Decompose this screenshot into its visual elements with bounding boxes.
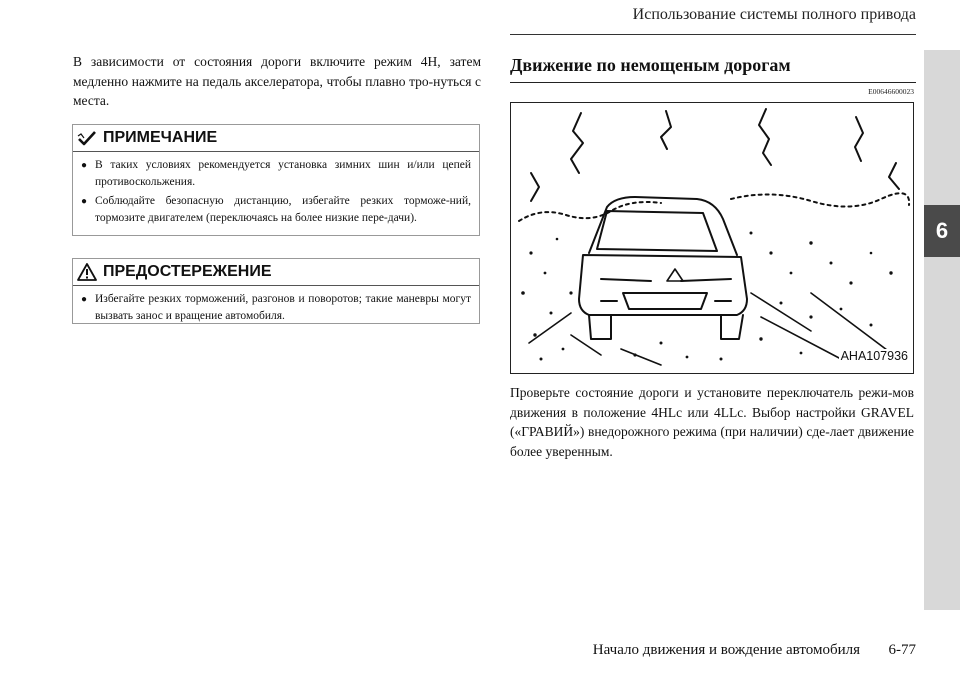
check-icon	[77, 130, 97, 146]
warning-item	[81, 291, 471, 325]
note-item-text: Соблюдайте безопасную дистанцию, избегайте резких торможе-ний, тормозите двигателем (переключаясь на более низкие пере-дачи).	[95, 195, 471, 224]
warning-header	[73, 259, 479, 286]
warning-title: ПРЕДОСТЕРЕЖЕНИЕ	[103, 263, 272, 280]
warning-body	[73, 286, 479, 333]
section-heading: Движение по немощеным дорогам	[510, 55, 916, 83]
note-item	[81, 193, 471, 227]
note-title: ПРИМЕЧАНИЕ	[103, 129, 218, 146]
note-item	[81, 157, 471, 191]
footer-chapter-title: Начало движения и вождение автомобиля	[592, 642, 860, 658]
warning-triangle-icon	[77, 263, 97, 281]
bullet-icon: ●	[81, 160, 88, 171]
warning-item-text: Избегайте резких торможений, разгонов и поворотов; такие маневры могут вызвать занос и вращение автомобиля.	[95, 293, 471, 322]
car-on-gravel-drawing	[511, 103, 912, 372]
intro-paragraph: В зависимости от состояния дороги включите режим 4H, затем медленно нажмите на педаль акселератора, чтобы плавно тро-нуться с места.	[73, 54, 481, 108]
chapter-number-tab[interactable]: 6	[924, 205, 960, 257]
section-body-paragraph: Проверьте состояние дороги и установите переключатель режи-мов движения в положение 4HLc или 4LLc. Выбор настройки GRAVEL («ГРАВИЙ») внедорожного режима (при наличии) сде-лает движение более уверенным.	[510, 385, 914, 459]
note-body	[73, 152, 479, 235]
header-divider	[510, 34, 916, 35]
bullet-icon: ●	[81, 294, 88, 305]
section-reference-code: E00646600023	[868, 87, 914, 96]
offroad-car-illustration	[510, 102, 914, 374]
chapter-side-tab	[924, 50, 960, 610]
note-header	[73, 125, 479, 152]
note-item-text: В таких условиях рекомендуется установка зимних шин и/или цепей противоскольжения.	[95, 159, 471, 188]
page-header-title: Использование системы полного привода	[632, 6, 916, 23]
figure-code: AHA107936	[840, 349, 908, 363]
note-box	[72, 124, 480, 236]
bullet-icon: ●	[81, 196, 88, 207]
warning-box	[72, 258, 480, 324]
page-number: 6-77	[888, 642, 916, 658]
